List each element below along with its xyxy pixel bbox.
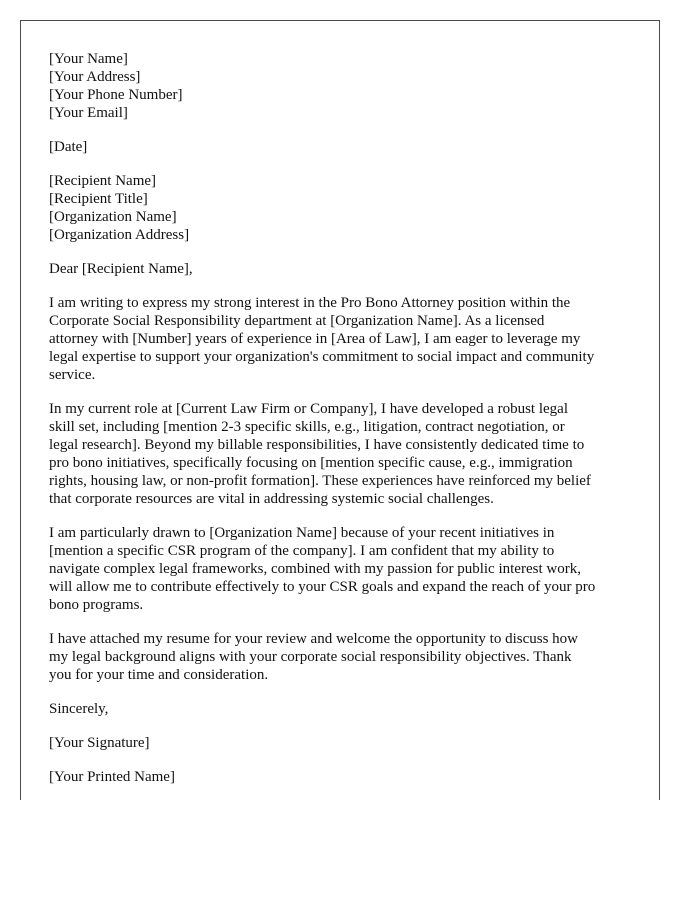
paragraph-motivation (49, 524, 639, 614)
recipient-address: [Organization Address] (49, 227, 190, 243)
letter-body (49, 50, 639, 802)
paragraph-line: rights, housing law, or non-profit formation]. These experiences have reinforced my belief (49, 473, 591, 489)
paragraph-line: service. (49, 367, 96, 383)
printed-name: [Your Printed Name] (49, 769, 175, 785)
sender-email: [Your Email] (49, 105, 128, 121)
printed-name-block (49, 768, 639, 786)
date-block (49, 138, 639, 156)
letter-date: [Date] (49, 139, 88, 155)
paragraph-closing (49, 630, 639, 684)
sender-address: [Your Address] (49, 69, 141, 85)
paragraph-line: legal expertise to support your organization's commitment to social impact and community (49, 349, 595, 365)
sender-name: [Your Name] (49, 51, 128, 67)
letter-page (20, 20, 660, 800)
paragraph-line: my legal background aligns with your corporate social responsibility objectives. Thank (49, 649, 572, 665)
signature: [Your Signature] (49, 735, 150, 751)
sender-block (49, 50, 639, 122)
signature-block (49, 734, 639, 752)
paragraph-line: Corporate Social Responsibility department at [Organization Name]. As a licensed (49, 313, 545, 329)
paragraph-line: In my current role at [Current Law Firm or Company], I have developed a robust legal (49, 401, 569, 417)
recipient-name: [Recipient Name] (49, 173, 157, 189)
recipient-title: [Recipient Title] (49, 191, 148, 207)
paragraph-line: navigate complex legal frameworks, combined with my passion for public interest work, (49, 561, 581, 577)
paragraph-line: pro bono initiatives, specifically focusing on [mention specific cause, e.g., immigration (49, 455, 573, 471)
sender-phone: [Your Phone Number] (49, 87, 183, 103)
paragraph-line: will allow me to contribute effectively to your CSR goals and expand the reach of your pro (49, 579, 596, 595)
salutation-block (49, 260, 639, 278)
paragraph-experience (49, 400, 639, 508)
closing: Sincerely, (49, 701, 109, 717)
paragraph-line: I am particularly drawn to [Organization Name] because of your recent initiatives in (49, 525, 555, 541)
paragraph-line: you for your time and consideration. (49, 667, 269, 683)
paragraph-line: I am writing to express my strong interest in the Pro Bono Attorney position within the (49, 295, 571, 311)
paragraph-line: attorney with [Number] years of experience in [Area of Law], I am eager to leverage my (49, 331, 581, 347)
paragraph-intro (49, 294, 639, 384)
paragraph-line: bono programs. (49, 597, 144, 613)
recipient-block (49, 172, 639, 244)
paragraph-line: skill set, including [mention 2-3 specific skills, e.g., litigation, contract negotiation, or (49, 419, 565, 435)
closing-block (49, 700, 639, 718)
paragraph-line: that corporate resources are vital in addressing systemic social challenges. (49, 491, 494, 507)
recipient-organization: [Organization Name] (49, 209, 177, 225)
salutation: Dear [Recipient Name], (49, 261, 193, 277)
paragraph-line: [mention a specific CSR program of the company]. I am confident that my ability to (49, 543, 555, 559)
paragraph-line: legal research]. Beyond my billable responsibilities, I have consistently dedicated time to (49, 437, 585, 453)
paragraph-line: I have attached my resume for your review and welcome the opportunity to discuss how (49, 631, 579, 647)
